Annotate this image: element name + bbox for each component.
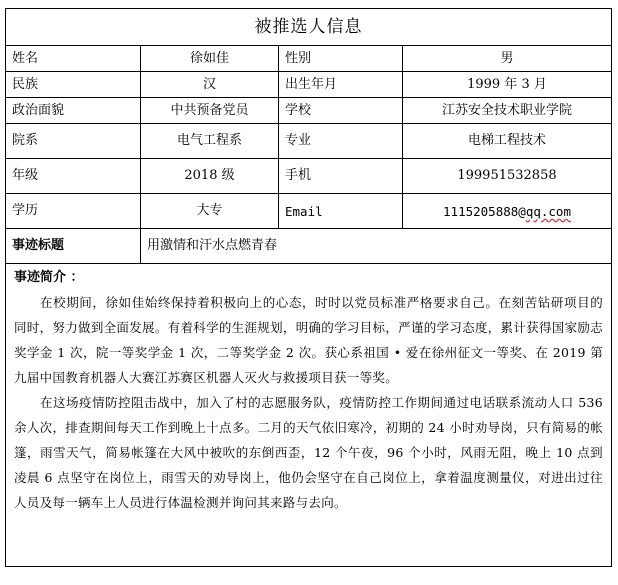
ethnicity-value: 汉 (141, 72, 279, 98)
deeds-intro (6, 264, 612, 567)
education-value: 大专 (141, 194, 279, 229)
table-row (6, 98, 612, 124)
name-value: 徐如佳 (141, 46, 279, 72)
gender-label: 性别 (279, 46, 403, 72)
grade-value: 2018 级 (141, 159, 279, 194)
grade-label: 年级 (6, 159, 141, 194)
form-title: 被推选人信息 (6, 9, 612, 46)
intro-paragraph: 在这场疫情防控阻击战中，加入了村的志愿服务队，疫情防控工作期间通过电话联系流动人口 536 余人次，排查期间每天工作到晚上十点多。二月的天气依旧寒冷，初期的 24 小时劝导岗，只有简易的帐篷，雨雪天气，简易帐篷在大风中被吹的东倒西歪，12 个午夜，96 个小时，风雨无阻，晚上 10 点到凌晨 6 点坚守在岗位上，雨雪天的劝导岗上，他仍会坚守在自己岗位上，拿着温度测量仪，对进出过往人员及每一辆车上人员进行体温检测并询问其来路与去向。 (14, 394, 603, 510)
name-label: 姓名 (6, 46, 141, 72)
email-local: 1115205888@ (443, 203, 526, 219)
school-label: 学校 (279, 98, 403, 124)
info-table (5, 8, 612, 567)
table-row (6, 159, 612, 194)
birth-label: 出生年月 (279, 72, 403, 98)
intro-paragraph: 在校期间，徐如佳始终保持着积极向上的心态，时时以党员标准严格要求自己。在刻苦钻研项目的同时，努力做到全面发展。有着科学的生涯规划，明确的学习目标，严谨的学习态度，累计获得国家励志奖学金 1 次，院一等奖学金 1 次，二等奖学金 2 次。获心系祖国 • 爱在徐州征文一等奖、在 2019 第九届中国教育机器人大赛江苏赛区机器人灭火与救援项目获一等奖。 (14, 294, 603, 385)
ethnicity-label: 民族 (6, 72, 141, 98)
table-row (6, 229, 612, 264)
table-row (6, 264, 612, 567)
table-row (6, 194, 612, 229)
political-label: 政治面貌 (6, 98, 141, 124)
deeds-title-value: 用激情和汗水点燃青春 (141, 229, 612, 264)
school-value: 江苏安全技术职业学院 (403, 98, 612, 124)
department-value: 电气工程系 (141, 124, 279, 159)
table-row (6, 124, 612, 159)
deeds-title-label: 事迹标题 (6, 229, 141, 264)
email-label: Email (279, 194, 403, 229)
major-value: 电梯工程技术 (403, 124, 612, 159)
nominee-info-form (5, 8, 611, 585)
table-row (6, 72, 612, 98)
email-value (403, 194, 612, 229)
education-label: 学历 (6, 194, 141, 229)
gender-value: 男 (403, 46, 612, 72)
intro-heading: 事迹简介 ： (14, 270, 84, 285)
email-domain: qq.com (525, 203, 571, 219)
phone-value: 199951532858 (403, 159, 612, 194)
department-label: 院系 (6, 124, 141, 159)
birth-value: 1999 年 3 月 (403, 72, 612, 98)
major-label: 专业 (279, 124, 403, 159)
table-row (6, 46, 612, 72)
phone-label: 手机 (279, 159, 403, 194)
political-value: 中共预备党员 (141, 98, 279, 124)
